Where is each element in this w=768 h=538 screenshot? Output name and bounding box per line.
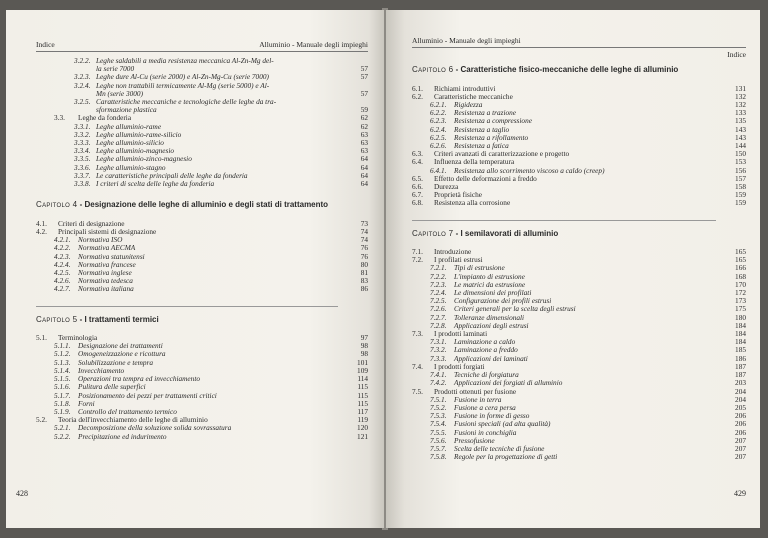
toc-entry-title: Applicazioni dei forgiati di alluminio [454, 378, 563, 388]
toc-entry-number: 7.3.2. [430, 345, 447, 355]
toc-entry-page: 76 [360, 251, 368, 261]
toc-entry-title: Leghe dure Al-Cu (serie 2000) e Al-Zn-Mg-Cu (serie 7000) [96, 72, 269, 82]
toc-entry-number: 7.2.2. [430, 271, 447, 281]
toc-entry-title: Applicazioni degli estrusi [454, 320, 529, 330]
toc-entry-title: Pulitura delle superfici [78, 382, 146, 392]
toc-entry-page: 57 [360, 88, 368, 98]
toc-entry-title: Solubilizzazione e tempra [78, 357, 153, 367]
toc-entry-title: Leghe alluminio-zinco-magnesio [96, 154, 192, 164]
toc-entry-title: Tecniche di forgiatura [454, 370, 519, 380]
toc-entry-page: 131 [735, 83, 746, 93]
toc-entry-number: 4.2.2. [54, 243, 71, 253]
toc-entry-title: Normativa ISO [78, 235, 123, 245]
toc-entry-title: Fusione in forme di gesso [454, 411, 530, 421]
toc-entry-title: Normativa statunitensi [78, 251, 145, 261]
toc-entry-number: 6.6. [412, 181, 423, 191]
toc-entry-number: 4.2.4. [54, 259, 71, 269]
toc-entry-title: Laminazione a caldo [454, 337, 516, 347]
chapter-5-label: Capitolo 5 [36, 314, 78, 324]
toc-entry-number: 3.2.5. [74, 97, 91, 107]
toc-entry-title: Leghe alluminio-silicio [96, 138, 164, 148]
toc-entry-title: Richiami introduttivi [434, 83, 496, 93]
toc-entry-number: 3.3. [54, 113, 65, 123]
toc-entry-page: 204 [735, 394, 746, 404]
chapter-6-label: Capitolo 6 [412, 65, 454, 74]
toc-entry-title: Teoria dell'invecchiamento delle leghe di alluminio [58, 415, 208, 425]
toc-entry-number: 7.4.2. [430, 378, 447, 388]
left-header-section: Indice [36, 40, 55, 49]
toc-entry-page: 63 [360, 146, 368, 156]
toc-entry-page: 187 [735, 361, 746, 371]
toc-entry-number: 3.3.4. [74, 146, 91, 156]
toc-entry-number: 7.3.1. [430, 337, 447, 347]
toc-entry-number: 3.3.7. [74, 170, 91, 180]
toc-entry-page: 207 [735, 443, 746, 453]
toc-entry-page: 206 [735, 427, 746, 437]
toc-entry-number: 7.2.7. [430, 312, 447, 322]
toc-entry-number: 4.2.3. [54, 251, 71, 261]
toc-entry-number: 5.2. [36, 415, 47, 425]
chapter-5-heading [36, 306, 338, 325]
chapter-7-heading [412, 220, 716, 239]
toc-entry-page: 143 [735, 124, 746, 134]
toc-entry-number: 7.5.7. [430, 443, 447, 453]
toc-entry-number: 5.1.7. [54, 390, 71, 400]
toc-entry-title: Criteri avanzati di caratterizzazione e progetto [434, 149, 570, 159]
toc-entry-page: 206 [735, 411, 746, 421]
toc-entry-number: 3.3.1. [74, 121, 91, 131]
toc-entry-title: Leghe non trattabili termicamente Al-Mg (serie 5000) e Al- [96, 80, 270, 90]
toc-entry-page: 57 [360, 72, 368, 82]
toc-entry-number: 4.2.5. [54, 267, 71, 277]
toc-entry-number: 6.4. [412, 157, 423, 167]
toc-entry-page: 185 [735, 345, 746, 355]
toc-entry-page: 184 [735, 329, 746, 339]
left-page-number: 428 [16, 489, 28, 498]
toc-entry-page: 73 [360, 218, 368, 228]
toc-entry-number: 4.1. [36, 218, 47, 228]
toc-entry-page: 57 [360, 64, 368, 74]
toc-entry-title: Normativa inglese [78, 267, 132, 277]
toc-entry-page: 143 [735, 132, 746, 142]
toc-entry-number: 3.3.6. [74, 162, 91, 172]
toc-left-block-1 [36, 57, 368, 188]
chapter-6-heading [412, 65, 716, 75]
toc-entry-title: Normativa tedesca [78, 276, 133, 286]
toc-entry-page: 165 [735, 247, 746, 257]
toc-entry [36, 98, 368, 106]
toc-entry-page: 62 [360, 121, 368, 131]
toc-entry [36, 285, 368, 293]
toc-entry-title: Criteri di designazione [58, 218, 125, 228]
toc-entry-page: 135 [735, 116, 746, 126]
toc-entry-title: Resistenza a compressione [454, 116, 532, 126]
toc-entry-number: 3.3.8. [74, 179, 91, 189]
toc-entry-title: Scelta delle tecniche di fusione [454, 443, 545, 453]
toc-entry-title: Resistenza a trazione [454, 108, 517, 118]
toc-entry-number: 7.5.4. [430, 419, 447, 429]
toc-entry-title: Designazione dei trattamenti [78, 341, 163, 351]
toc-entry-title: Criteri generali per la scelta degli estrusi [454, 304, 576, 314]
toc-entry-title: I profilati estrusi [434, 255, 483, 265]
right-page [386, 10, 760, 528]
toc-entry-title: Resistenza a rifollamento [454, 132, 529, 142]
toc-entry-page: 132 [735, 99, 746, 109]
toc-entry-page: 115 [357, 390, 368, 400]
toc-entry-number: 7.5. [412, 386, 423, 396]
toc-entry-title: Normativa francese [78, 259, 136, 269]
toc-entry-number: 5.1. [36, 333, 47, 343]
toc-entry-title: Proprietà fisiche [434, 190, 483, 200]
toc-entry-page: 150 [735, 149, 746, 159]
toc-entry-title: Le caratteristiche principali delle leghe da fonderia [96, 170, 248, 180]
toc-entry-number: 7.5.5. [430, 427, 447, 437]
chapter-4-heading [36, 200, 338, 210]
chapter-7-label: Capitolo 7 [412, 228, 454, 238]
toc-entry-number: 5.2.1. [54, 423, 71, 433]
toc-entry-number: 5.1.2. [54, 349, 71, 359]
toc-entry-page: 159 [735, 198, 746, 208]
toc-entry-title: Applicazioni dei laminati [454, 353, 528, 363]
toc-entry-title: Effetto delle deformazioni a freddo [434, 173, 537, 183]
toc-entry-number: 7.5.3. [430, 411, 447, 421]
toc-entry-title: Prodotti ottenuti per fusione [434, 386, 517, 396]
toc-entry-page: 121 [357, 431, 368, 441]
toc-entry-title: Invecchiamento [78, 365, 125, 375]
toc-entry-title: Leghe saldabili a media resistenza meccanica Al-Zn-Mg del- [96, 56, 274, 65]
toc-entry-page: 207 [735, 435, 746, 445]
toc-entry-title: Leghe alluminio-rame [96, 121, 162, 131]
toc-entry-number: 7.2.5. [430, 296, 447, 306]
toc-entry-page: 86 [360, 284, 368, 294]
toc-entry-page: 153 [735, 157, 746, 167]
toc-entry-number: 3.3.3. [74, 138, 91, 148]
toc-entry-title: Leghe da fonderia [78, 113, 132, 123]
toc-entry [36, 433, 368, 441]
toc-entry-page: 184 [735, 337, 746, 347]
toc-entry-number: 7.2.6. [430, 304, 447, 314]
toc-entry-page: 132 [735, 91, 746, 101]
toc-entry-number: 7.2.4. [430, 288, 447, 298]
toc-entry-number: 6.1. [412, 83, 423, 93]
toc-entry-page: 83 [360, 276, 368, 286]
toc-entry-page: 115 [357, 382, 368, 392]
toc-entry-title: Resistenza a taglio [454, 124, 510, 134]
toc-entry-number: 6.2.6. [430, 140, 447, 150]
toc-entry-page: 173 [735, 296, 746, 306]
toc-entry-title: Mn (serie 3000) [96, 88, 144, 98]
toc-entry-page: 159 [735, 190, 746, 200]
toc-entry-page: 166 [735, 263, 746, 273]
toc-entry-number: 6.2.2. [430, 108, 447, 118]
toc-entry-page: 63 [360, 129, 368, 139]
toc-entry-page: 81 [360, 267, 368, 277]
toc-entry-number: 6.7. [412, 190, 423, 200]
right-header-section: Indice [727, 50, 746, 59]
toc-entry-page: 76 [360, 243, 368, 253]
toc-entry-page: 97 [360, 333, 368, 343]
chapter-4-label: Capitolo 4 [36, 200, 78, 210]
toc-entry-number: 7.4. [412, 361, 423, 371]
toc-entry-title: Resistenza allo scorrimento viscoso a caldo (creep) [454, 165, 605, 175]
toc-entry-page: 175 [735, 304, 746, 314]
toc-entry-title: la serie 7000 [96, 64, 135, 74]
toc-entry-title: Caratteristiche meccaniche e tecnologiche delle leghe da tra- [96, 97, 277, 107]
toc-right-block-1 [412, 85, 746, 208]
toc-entry-page: 170 [735, 279, 746, 289]
toc-entry-number: 6.2. [412, 91, 423, 101]
toc-entry-title: Omogeneizzazione e ricottura [78, 349, 166, 359]
toc-entry-title: Caratteristiche meccaniche [434, 91, 513, 101]
toc-left-block-2 [36, 220, 368, 294]
toc-entry-number: 6.5. [412, 173, 423, 183]
toc-entry-title: Leghe alluminio-magnesio [96, 146, 175, 156]
right-header-book-title: Alluminio - Manuale degli impieghi [412, 36, 521, 45]
toc-entry-title: Configurazione dei profili estrusi [454, 296, 552, 306]
toc-entry-title: Terminologia [58, 333, 98, 343]
toc-entry-page: 109 [357, 365, 368, 375]
toc-entry-page: 101 [357, 357, 368, 367]
toc-entry-title: Posizionamento dei pezzi per trattamenti critici [78, 390, 217, 400]
toc-entry-number: 5.1.5. [54, 374, 71, 384]
toc-entry-title: Influenza della temperatura [434, 157, 515, 167]
toc-entry-title: Fusioni speciali (ad alta qualità) [454, 419, 551, 429]
toc-entry-title: Resistenza a fatica [454, 140, 509, 150]
toc-entry [412, 453, 746, 461]
toc-entry-page: 119 [357, 415, 368, 425]
toc-entry-title: sformazione plastica [96, 105, 157, 115]
right-running-head [412, 36, 746, 48]
toc-entry-number: 7.2.1. [430, 263, 447, 273]
toc-entry-number: 5.1.9. [54, 406, 71, 416]
toc-entry-number: 6.2.1. [430, 99, 447, 109]
toc-entry-title: Fusioni in conchiglia [454, 427, 517, 437]
toc-entry-page: 144 [735, 140, 746, 150]
toc-entry-number: 6.3. [412, 149, 423, 159]
toc-entry-page: 64 [360, 179, 368, 189]
chapter-7-title: - I semilavorati di alluminio [453, 228, 559, 238]
toc-entry-page: 115 [357, 398, 368, 408]
toc-entry-number: 4.2.6. [54, 276, 71, 286]
toc-entry-number: 7.2.8. [430, 320, 447, 330]
left-header-book-title: Alluminio - Manuale degli impieghi [259, 40, 368, 49]
toc-entry-title: Operazioni tra tempra ed invecchiamento [78, 374, 200, 384]
toc-entry-number: 7.1. [412, 247, 423, 257]
toc-entry-number: 5.2.2. [54, 431, 71, 441]
toc-entry-page: 158 [735, 181, 746, 191]
toc-entry-page: 172 [735, 288, 746, 298]
toc-right-block-2 [412, 248, 746, 461]
toc-entry-page: 168 [735, 271, 746, 281]
chapter-4-title: - Designazione delle leghe di alluminio e degli stati di trattamento [77, 200, 329, 210]
toc-entry-page: 80 [360, 259, 368, 269]
toc-entry-number: 5.1.1. [54, 341, 71, 351]
toc-entry-title: Leghe alluminio-rame-silicio [96, 129, 182, 139]
toc-entry-title: Le dimensioni dei profilati [454, 288, 532, 298]
toc-entry-number: 3.2.4. [74, 80, 91, 90]
toc-entry-number: 3.3.5. [74, 154, 91, 164]
toc-entry-title: Principali sistemi di designazione [58, 226, 157, 236]
toc-entry-page: 74 [360, 226, 368, 236]
toc-entry-title: I prodotti forgiati [434, 361, 485, 371]
toc-entry-page: 74 [360, 235, 368, 245]
toc-entry-title: Forni [78, 398, 95, 408]
toc-entry [36, 82, 368, 90]
chapter-6-title: - Caratteristiche fisico-meccaniche delle leghe di alluminio [453, 65, 679, 74]
toc-entry-title: Leghe alluminio-stagno [96, 162, 166, 172]
toc-entry-page: 64 [360, 162, 368, 172]
toc-entry-page: 114 [357, 374, 368, 384]
toc-entry-page: 120 [357, 423, 368, 433]
toc-entry-page: 184 [735, 320, 746, 330]
left-page [6, 10, 384, 528]
toc-entry-page: 64 [360, 170, 368, 180]
toc-entry-number: 3.2.2. [74, 56, 91, 65]
toc-entry-page: 206 [735, 419, 746, 429]
toc-entry-page: 98 [360, 341, 368, 351]
toc-entry [412, 175, 746, 183]
toc-entry-title: L'impianto di estrusione [454, 271, 525, 281]
toc-entry-title: Laminazione a freddo [454, 345, 518, 355]
toc-entry-number: 5.1.4. [54, 365, 71, 375]
left-running-head [36, 40, 368, 52]
toc-entry-number: 7.4.1. [430, 370, 447, 380]
toc-entry-page: 186 [735, 353, 746, 363]
toc-entry-number: 7.5.8. [430, 452, 447, 462]
toc-entry-page: 165 [735, 255, 746, 265]
toc-entry-number: 7.3. [412, 329, 423, 339]
toc-entry-page: 98 [360, 349, 368, 359]
toc-entry-number: 6.2.5. [430, 132, 447, 142]
toc-entry-number: 7.2. [412, 255, 423, 265]
toc-entry-number: 6.4.1. [430, 165, 447, 175]
toc-entry-title: Precipitazione ed indurimento [78, 431, 167, 441]
toc-entry-page: 63 [360, 138, 368, 148]
toc-entry-title: Tipi di estrusione [454, 263, 505, 273]
toc-entry-title: Normativa AECMA [78, 243, 136, 253]
toc-entry-title: Pressofusione [454, 435, 495, 445]
toc-entry-number: 4.2. [36, 226, 47, 236]
toc-entry-number: 7.5.6. [430, 435, 447, 445]
toc-entry-title: Tolleranze dimensionali [454, 312, 525, 322]
toc-entry-number: 6.8. [412, 198, 423, 208]
toc-entry-page: 207 [735, 452, 746, 462]
toc-entry-title: Controllo del trattamento termico [78, 406, 177, 416]
toc-entry-title: I criteri di scelta delle leghe da fonderia [96, 179, 215, 189]
toc-entry-number: 7.3.3. [430, 353, 447, 363]
toc-entry-title: Durezza [434, 181, 459, 191]
toc-entry-number: 5.1.6. [54, 382, 71, 392]
toc-entry-title: Le matrici da estrusione [454, 279, 526, 289]
toc-entry [412, 199, 746, 207]
toc-entry [36, 180, 368, 188]
toc-entry-title: Introduzione [434, 247, 472, 257]
toc-entry [36, 57, 368, 65]
toc-entry-title: Fusione a cera persa [454, 402, 516, 412]
toc-entry-page: 205 [735, 402, 746, 412]
toc-entry-page: 187 [735, 370, 746, 380]
toc-entry-number: 7.5.2. [430, 402, 447, 412]
toc-left-block-3 [36, 334, 368, 441]
toc-entry-number: 7.2.3. [430, 279, 447, 289]
toc-entry-page: 59 [360, 105, 368, 115]
toc-entry-title: Resistenza alla corrosione [434, 198, 511, 208]
toc-entry-number: 4.2.1. [54, 235, 71, 245]
toc-entry-page: 156 [735, 165, 746, 175]
toc-entry-number: 6.2.3. [430, 116, 447, 126]
toc-entry-number: 5.1.3. [54, 357, 71, 367]
toc-entry-page: 133 [735, 108, 746, 118]
toc-entry-title: I prodotti laminati [434, 329, 488, 339]
toc-entry-title: Fusione in terra [454, 394, 502, 404]
toc-entry-number: 3.3.2. [74, 129, 91, 139]
toc-entry-page: 64 [360, 154, 368, 164]
toc-entry-page: 180 [735, 312, 746, 322]
toc-entry-number: 3.2.3. [74, 72, 91, 82]
toc-entry-page: 117 [357, 406, 368, 416]
toc-entry-page: 157 [735, 173, 746, 183]
toc-entry-page: 62 [360, 113, 368, 123]
toc-entry-number: 7.5.1. [430, 394, 447, 404]
toc-entry-page: 204 [735, 386, 746, 396]
right-page-number: 429 [734, 489, 746, 498]
chapter-5-title: - I trattamenti termici [77, 314, 159, 324]
toc-entry-title: Rigidezza [454, 99, 483, 109]
toc-entry-title: Normativa italiana [78, 284, 134, 294]
toc-entry-number: 4.2.7. [54, 284, 71, 294]
toc-entry-number: 6.2.4. [430, 124, 447, 134]
toc-entry-title: Decomposizione della soluzione solida sovrassatura [78, 423, 232, 433]
toc-entry-page: 203 [735, 378, 746, 388]
toc-entry-number: 5.1.8. [54, 398, 71, 408]
toc-entry-title: Regole per la progettazione di getti [454, 452, 558, 462]
